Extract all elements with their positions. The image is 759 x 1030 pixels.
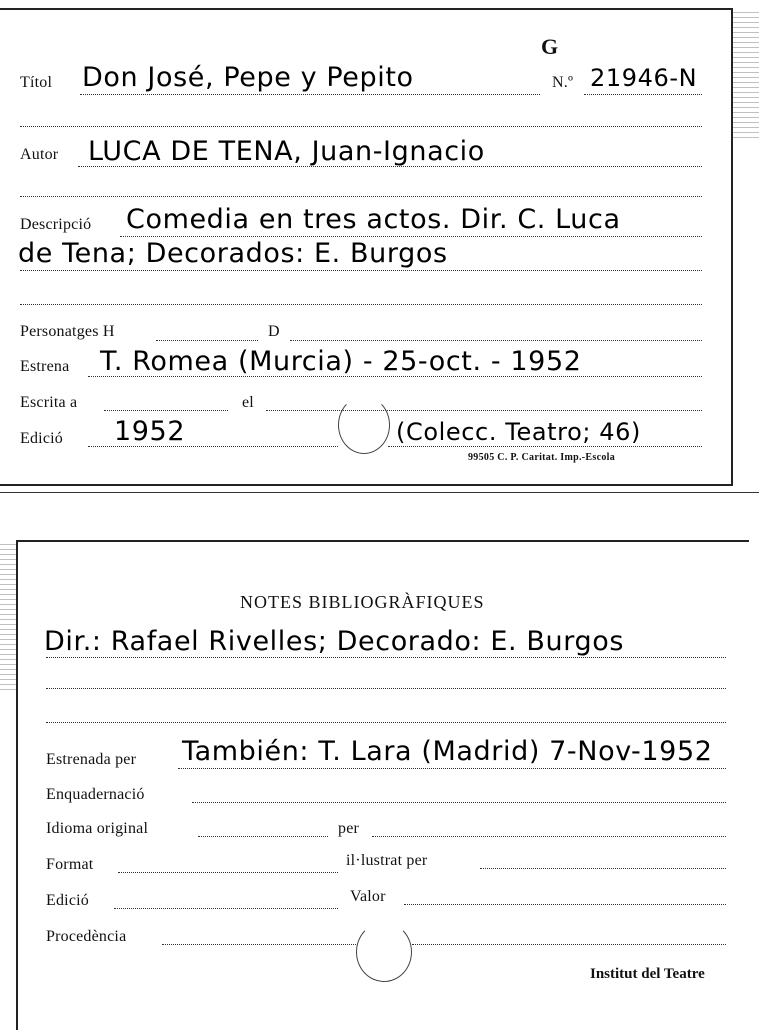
institution-name: Institut del Teatre xyxy=(590,966,705,982)
procedencia-line-2 xyxy=(412,944,726,945)
rule-2 xyxy=(20,196,702,197)
notes-line-2 xyxy=(46,688,726,689)
estrena-label: Estrena xyxy=(20,358,70,375)
edicio-label: Edició xyxy=(20,430,63,447)
scan-separator xyxy=(0,492,759,493)
format-line xyxy=(118,872,338,873)
rule-1 xyxy=(20,126,702,127)
descripcio-line-1 xyxy=(120,236,702,237)
descripcio-value-1: Comedia en tres actos. Dir. C. Luca xyxy=(126,204,621,235)
notes-line-3 xyxy=(46,722,726,723)
estrena-value: T. Romea (Murcia) - 25-oct. - 1952 xyxy=(100,346,582,377)
descripcio-value-2: de Tena; Decorados: E. Burgos xyxy=(18,238,448,269)
rule-3 xyxy=(20,304,702,305)
estrenada-line xyxy=(178,768,726,769)
escrita-el-label: el xyxy=(242,394,254,411)
punch-hole xyxy=(338,396,390,454)
enquadernacio-label: Enquadernació xyxy=(46,786,145,803)
titol-value: Don José, Pepe y Pepito xyxy=(82,62,414,93)
notes-line-1 xyxy=(46,657,726,658)
procedencia-label: Procedència xyxy=(46,928,127,945)
edicio-back-line xyxy=(114,908,338,909)
personatges-d-label: D xyxy=(268,323,280,340)
autor-value: LUCA DE TENA, Juan-Ignacio xyxy=(88,136,485,167)
escrita-a-line xyxy=(104,410,228,411)
edicio-collection: (Colecc. Teatro; 46) xyxy=(396,418,641,446)
idioma-line xyxy=(198,836,328,837)
descripcio-line-2 xyxy=(20,270,702,271)
valor-label: Valor xyxy=(350,888,386,905)
descripcio-label: Descripció xyxy=(20,216,92,233)
illustrat-line xyxy=(480,868,726,869)
numero-line xyxy=(584,94,702,95)
estrenada-label: Estrenada per xyxy=(46,751,137,768)
edicio-line-2 xyxy=(388,446,702,447)
scan-noise-bottom xyxy=(0,540,16,690)
personatges-h-line xyxy=(156,340,258,341)
scan-noise-top xyxy=(733,8,759,138)
catalog-card-front xyxy=(0,8,733,486)
illustrat-label: il·lustrat per xyxy=(346,852,428,869)
idioma-per-line xyxy=(372,836,726,837)
escrita-a-label: Escrita a xyxy=(20,394,78,411)
personatges-d-line xyxy=(290,340,702,341)
idioma-label: Idioma original xyxy=(46,820,149,837)
edicio-value: 1952 xyxy=(114,416,186,447)
printer-imprint: 99505 C. P. Caritat. Imp.-Escola xyxy=(468,452,616,463)
catalog-card-back xyxy=(16,540,749,1030)
valor-line xyxy=(404,904,726,905)
idioma-per-label: per xyxy=(338,820,360,837)
titol-line xyxy=(80,94,540,95)
enquadernacio-line xyxy=(192,802,726,803)
escrita-el-line xyxy=(266,410,702,411)
notes-value: Dir.: Rafael Rivelles; Decorado: E. Burgos xyxy=(44,626,625,657)
numero-value: 21946-N xyxy=(590,64,698,92)
titol-label: Títol xyxy=(20,74,53,91)
punch-hole-back xyxy=(356,922,412,982)
notes-heading: NOTES BIBLIOGRÀFIQUES xyxy=(240,592,485,612)
numero-label: N.º xyxy=(552,74,574,91)
call-mark: G xyxy=(541,34,559,59)
estrenada-value: También: T. Lara (Madrid) 7-Nov-1952 xyxy=(182,736,713,767)
personatges-h-label: Personatges H xyxy=(20,323,115,340)
procedencia-line xyxy=(162,944,358,945)
autor-label: Autor xyxy=(20,146,59,163)
format-label: Format xyxy=(46,856,94,873)
edicio-back-label: Edició xyxy=(46,892,89,909)
